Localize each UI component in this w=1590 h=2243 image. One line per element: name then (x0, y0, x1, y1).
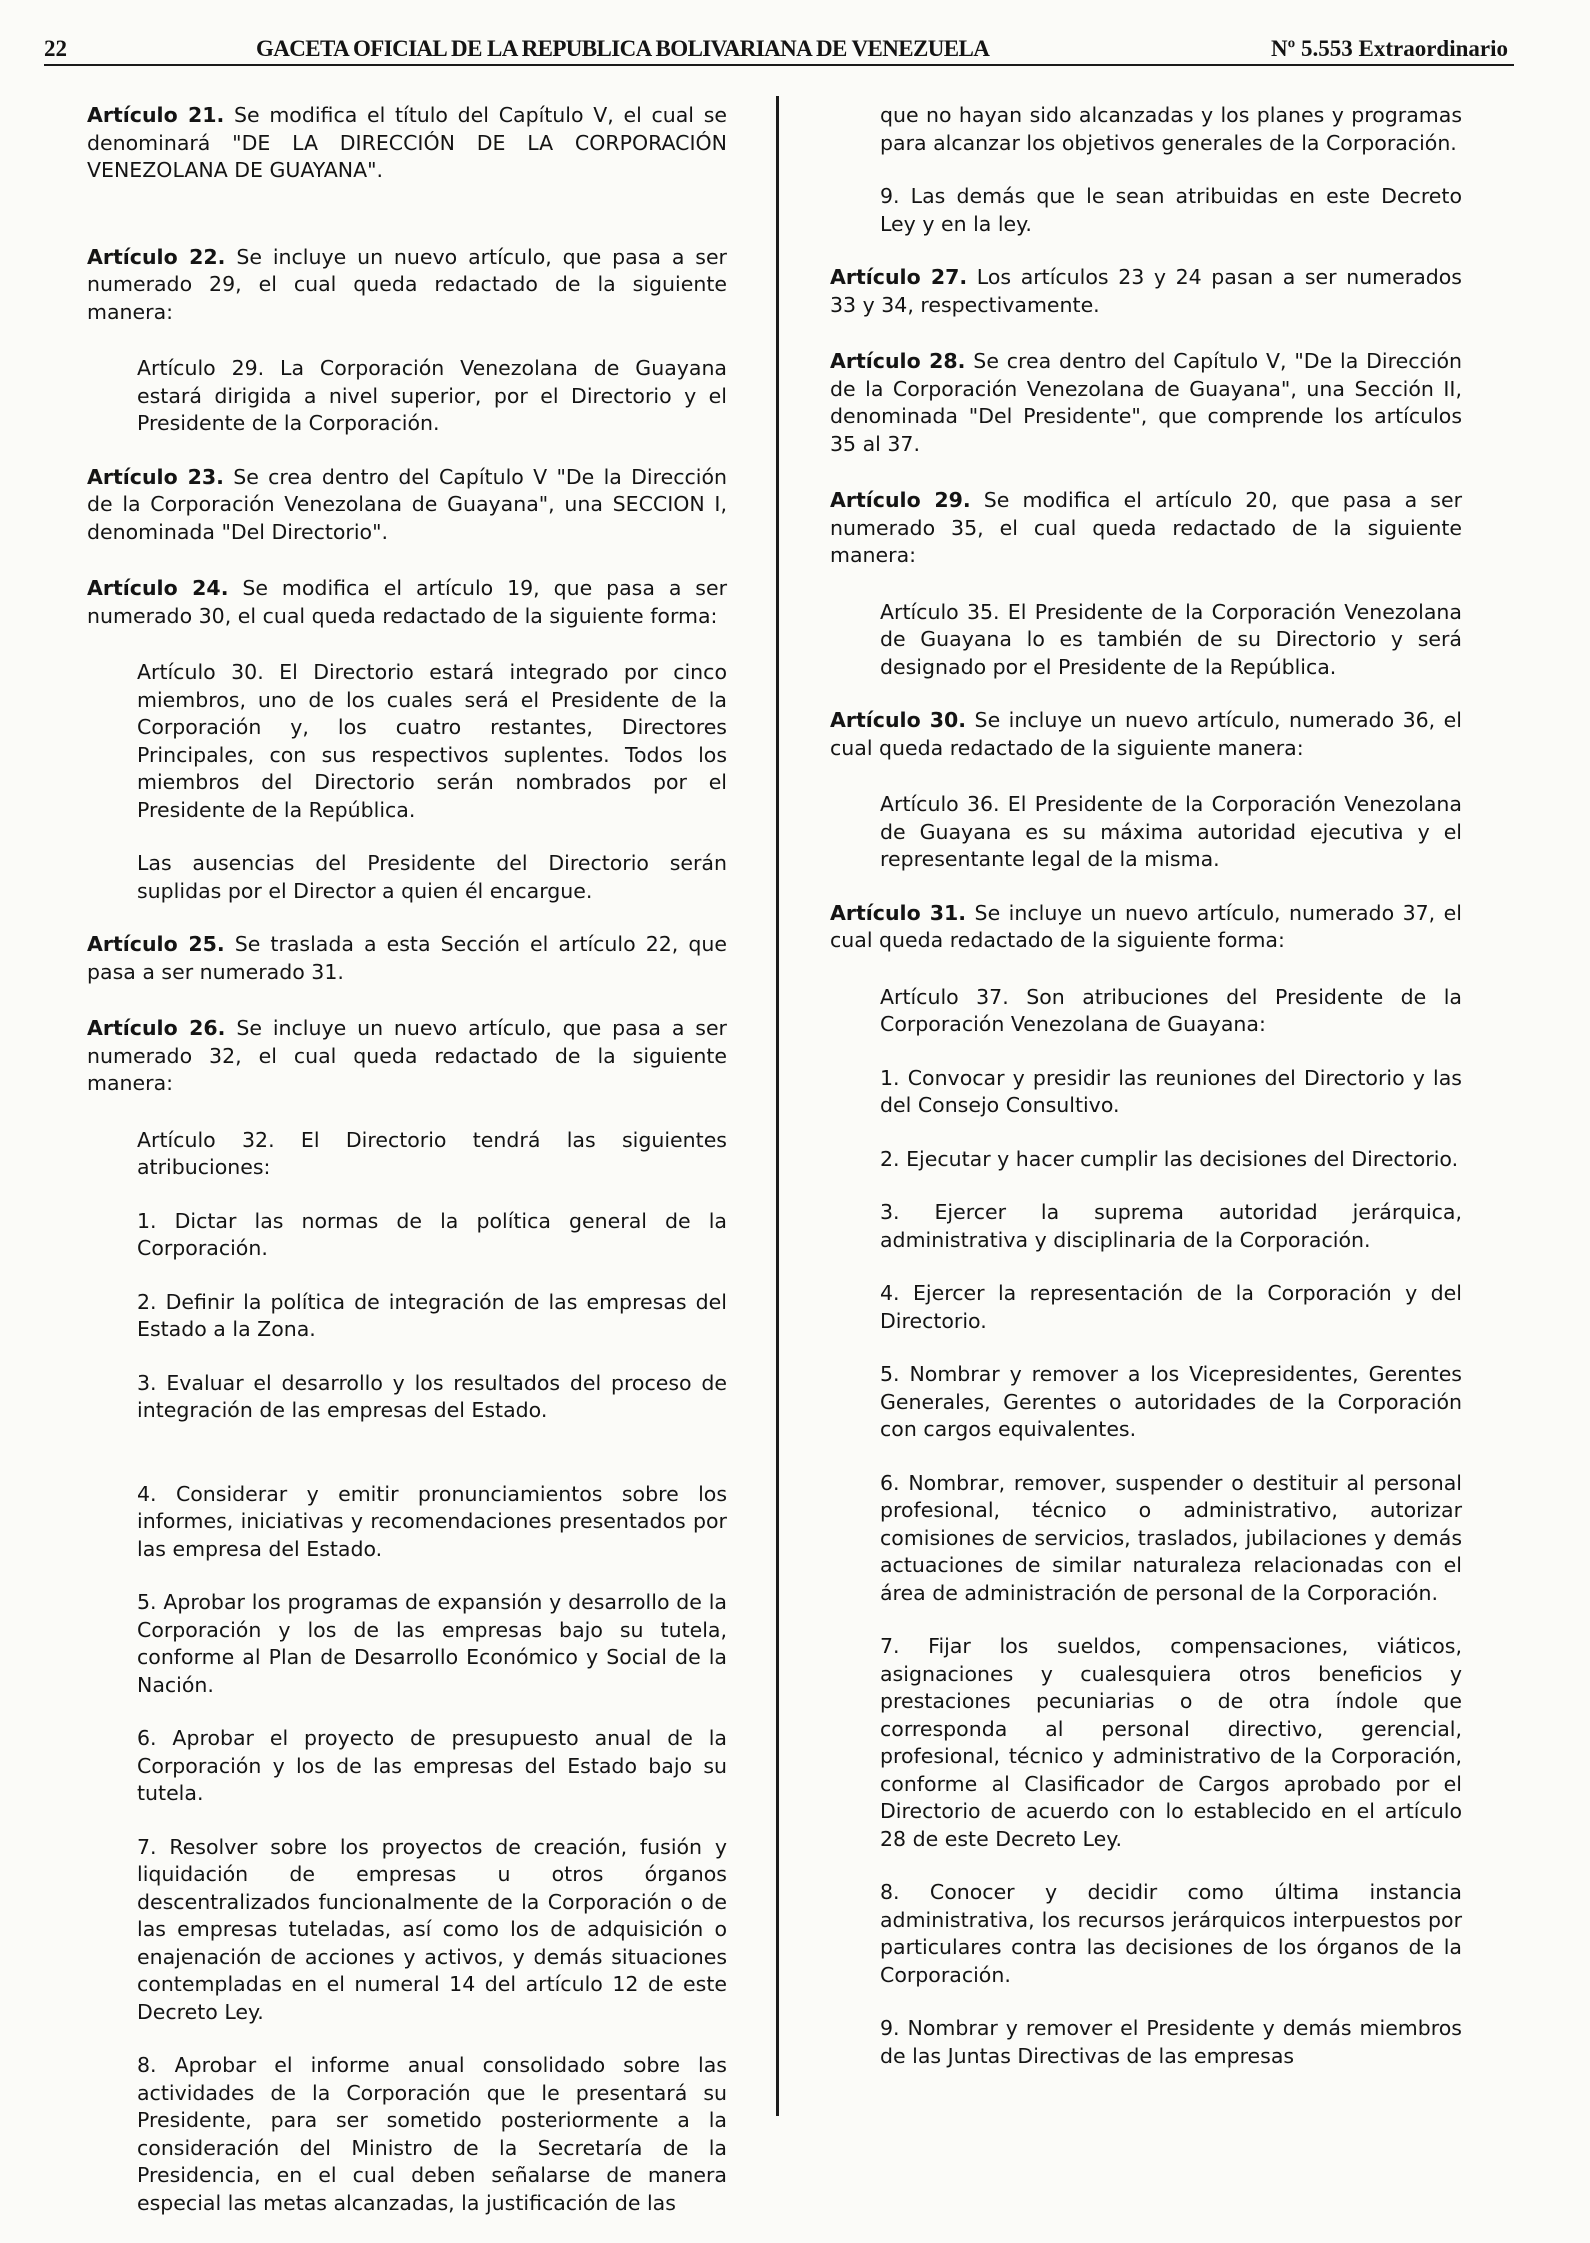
list-item: 1. Dictar las normas de la política general de la Corporación. (137, 1208, 727, 1260)
article-heading: Artículo 21. (87, 103, 225, 127)
article-27 (830, 264, 1462, 319)
article-heading: Artículo 31. (830, 900, 967, 925)
quoted-article-36 (880, 791, 1462, 874)
article-heading: Artículo 30. (830, 708, 967, 732)
list-item: 5. Nombrar y remover a los Vicepresidentes, Gerentes Generales, Gerentes o autoridades de la Corporación con cargos equivalentes. (880, 1362, 1462, 1441)
article-heading: Artículo 26. (87, 1016, 226, 1040)
article-31 (830, 900, 1462, 955)
list-item: 8. Conocer y decidir como última instancia administrativa, los recursos jerárquicos interpuestos por particulares contra las decisiones de los órganos de la Corporación. (880, 1880, 1462, 1987)
quoted-paragraph: Artículo 36. El Presidente de la Corporación Venezolana de Guayana es su máxima autoridad ejecutiva y el representante legal de la misma. (880, 792, 1462, 871)
quoted-article-32 (137, 1127, 727, 2218)
article-heading: Artículo 25. (87, 932, 225, 956)
article-text: Se crea dentro del Capítulo V, "De la Dirección de la Corporación Venezolana de Guayana", una Sección II, denominada "Del Presidente", que comprende los artículos 35 al 37. (830, 349, 1462, 456)
article-text: Se modifica el artículo 20, que pasa a ser numerado 35, el cual queda redactado de la siguiente manera: (830, 488, 1462, 567)
article-text: Se modifica el artículo 19, que pasa a ser numerado 30, el cual queda redactado de la siguiente forma: (87, 576, 727, 628)
article-30 (830, 707, 1462, 762)
list-item-continuation: que no hayan sido alcanzadas y los planes y programas para alcanzar los objetivos generales de la Corporación. (880, 103, 1462, 155)
list-item: 9. Nombrar y remover el Presidente y demás miembros de las Juntas Directivas de las empresas (880, 2016, 1462, 2068)
article-26 (87, 1015, 727, 1098)
article-text: Se incluye un nuevo artículo, numerado 37, el cual queda redactado de la siguiente forma: (830, 900, 1462, 952)
left-column (87, 102, 727, 2243)
article-heading: Artículo 27. (830, 265, 968, 289)
right-column (830, 102, 1462, 2096)
quoted-article-32-continued (880, 102, 1462, 238)
list-item: 3. Ejercer la suprema autoridad jerárquica, administrativa y disciplinaria de la Corporación. (880, 1200, 1462, 1252)
article-28 (830, 348, 1462, 458)
list-item: 2. Definir la política de integración de las empresas del Estado a la Zona. (137, 1289, 727, 1341)
quoted-paragraph: Artículo 35. El Presidente de la Corporación Venezolana de Guayana lo es también de su Directorio y será designado por el Presidente de la República. (880, 599, 1462, 679)
article-text: Se incluye un nuevo artículo, que pasa a ser numerado 29, el cual queda redactado de la siguiente manera: (87, 244, 727, 324)
quoted-article-30 (137, 659, 727, 905)
list-item: 9. Las demás que le sean atribuidas en este Decreto Ley y en la ley. (880, 184, 1462, 236)
article-29 (830, 487, 1462, 570)
list-item: 2. Ejecutar y hacer cumplir las decisiones del Directorio. (880, 1146, 1459, 1171)
article-23 (87, 464, 727, 547)
article-25 (87, 931, 727, 986)
list-item: 4. Ejercer la representación de la Corporación y del Directorio. (880, 1281, 1462, 1333)
quoted-paragraph: Artículo 37. Son atribuciones del Presidente de la Corporación Venezolana de Guayana: (880, 984, 1462, 1036)
article-text: Se incluye un nuevo artículo, que pasa a ser numerado 32, el cual queda redactado de la siguiente manera: (87, 1016, 727, 1095)
page-header (44, 30, 1514, 66)
quoted-article-35 (880, 599, 1462, 682)
article-heading: Artículo 29. (830, 488, 971, 512)
article-text: Se modifica el título del Capítulo V, el cual se denominará "DE LA DIRECCIÓN DE LA CORPORACIÓN VENEZOLANA DE GUAYANA". (87, 103, 727, 182)
quoted-article-29 (137, 355, 727, 438)
list-item: 5. Aprobar los programas de expansión y desarrollo de la Corporación y los de las empresas bajo su tutela, conforme al Plan de Desarrollo Económico y Social de la Nación. (137, 1590, 727, 1697)
list-item: 1. Convocar y presidir las reuniones del Directorio y las del Consejo Consultivo. (880, 1065, 1462, 1117)
quoted-paragraph: Artículo 32. El Directorio tendrá las siguientes atribuciones: (137, 1127, 727, 1179)
article-heading: Artículo 28. (830, 349, 966, 373)
list-item: 4. Considerar y emitir pronunciamientos sobre los informes, iniciativas y recomendaciones presentados por las empresa del Estado. (137, 1481, 727, 1561)
article-22 (87, 244, 727, 327)
article-heading: Artículo 22. (87, 244, 226, 269)
quoted-paragraph: Artículo 30. El Directorio estará integrado por cinco miembros, uno de los cuales será el Presidente de la Corporación y, los cuatro restantes, Directores Principales, con sus respectivos suplentes. Todos los miembros del Directorio serán nombrados por el Presidente de la República. (137, 660, 727, 822)
quoted-paragraph: Artículo 29. La Corporación Venezolana de Guayana estará dirigida a nivel superior, por el Directorio y el Presidente de la Corporación. (137, 356, 727, 435)
column-divider (776, 96, 779, 2116)
list-item: 8. Aprobar el informe anual consolidado sobre las actividades de la Corporación que le presentará su Presidente, para ser sometido posteriormente a la consideración del Ministro de la Secretaría de la Presidencia, en el cual deben señalarse de manera especial las metas alcanzadas, la justificación de las (137, 2053, 727, 2215)
article-21 (87, 102, 727, 185)
article-text: Se incluye un nuevo artículo, numerado 36, el cual queda redactado de la siguiente manera: (830, 708, 1462, 760)
article-24 (87, 575, 727, 630)
list-item: 6. Aprobar el proyecto de presupuesto anual de la Corporación y los de las empresas del Estado bajo su tutela. (137, 1726, 727, 1805)
quoted-paragraph: Las ausencias del Presidente del Directorio serán suplidas por el Director a quien él encargue. (137, 851, 727, 903)
list-item: 7. Resolver sobre los proyectos de creación, fusión y liquidación de empresas u otros órganos descentralizados funcionalmente de la Corporación o de las empresas tuteladas, así como los de adquisición o enajenación de acciones y activos, y demás situaciones contempladas en el numeral 14 del artículo 12 de este Decreto Ley. (137, 1834, 727, 2024)
page-number: 22 (44, 36, 67, 61)
list-item: 7. Fijar los sueldos, compensaciones, viáticos, asignaciones y cualesquiera otros beneficios y prestaciones pecuniarias o de otra índole que corresponda al personal directivo, gerencial, profesional, técnico y administrativo de la Corporación, conforme al Clasificador de Cargos aprobado por el Directorio de acuerdo con lo establecido en el artículo 28 de este Decreto Ley. (880, 1634, 1462, 1851)
list-item: 3. Evaluar el desarrollo y los resultados del proceso de integración de las empresas del Estado. (137, 1370, 727, 1422)
list-item: 6. Nombrar, remover, suspender o destituir al personal profesional, técnico o administrativo, autorizar comisiones de servicios, traslados, jubilaciones y demás actuaciones de similar naturaleza relacionadas con el área de administración de personal de la Corporación. (880, 1470, 1462, 1605)
article-text: Se traslada a esta Sección el artículo 22, que pasa a ser numerado 31. (87, 932, 727, 984)
edition-number: Nº 5.553 Extraordinario (1271, 36, 1508, 61)
article-text: Los artículos 23 y 24 pasan a ser numerados 33 y 34, respectivamente. (830, 265, 1462, 317)
publication-title: GACETA OFICIAL DE LA REPUBLICA BOLIVARIANA DE VENEZUELA (256, 36, 990, 61)
article-heading: Artículo 23. (87, 464, 224, 489)
article-text: Se crea dentro del Capítulo V "De la Dirección de la Corporación Venezolana de Guayana", una SECCION I, denominada "Del Directorio". (87, 464, 727, 544)
article-heading: Artículo 24. (87, 576, 229, 600)
quoted-article-37 (880, 984, 1462, 2071)
